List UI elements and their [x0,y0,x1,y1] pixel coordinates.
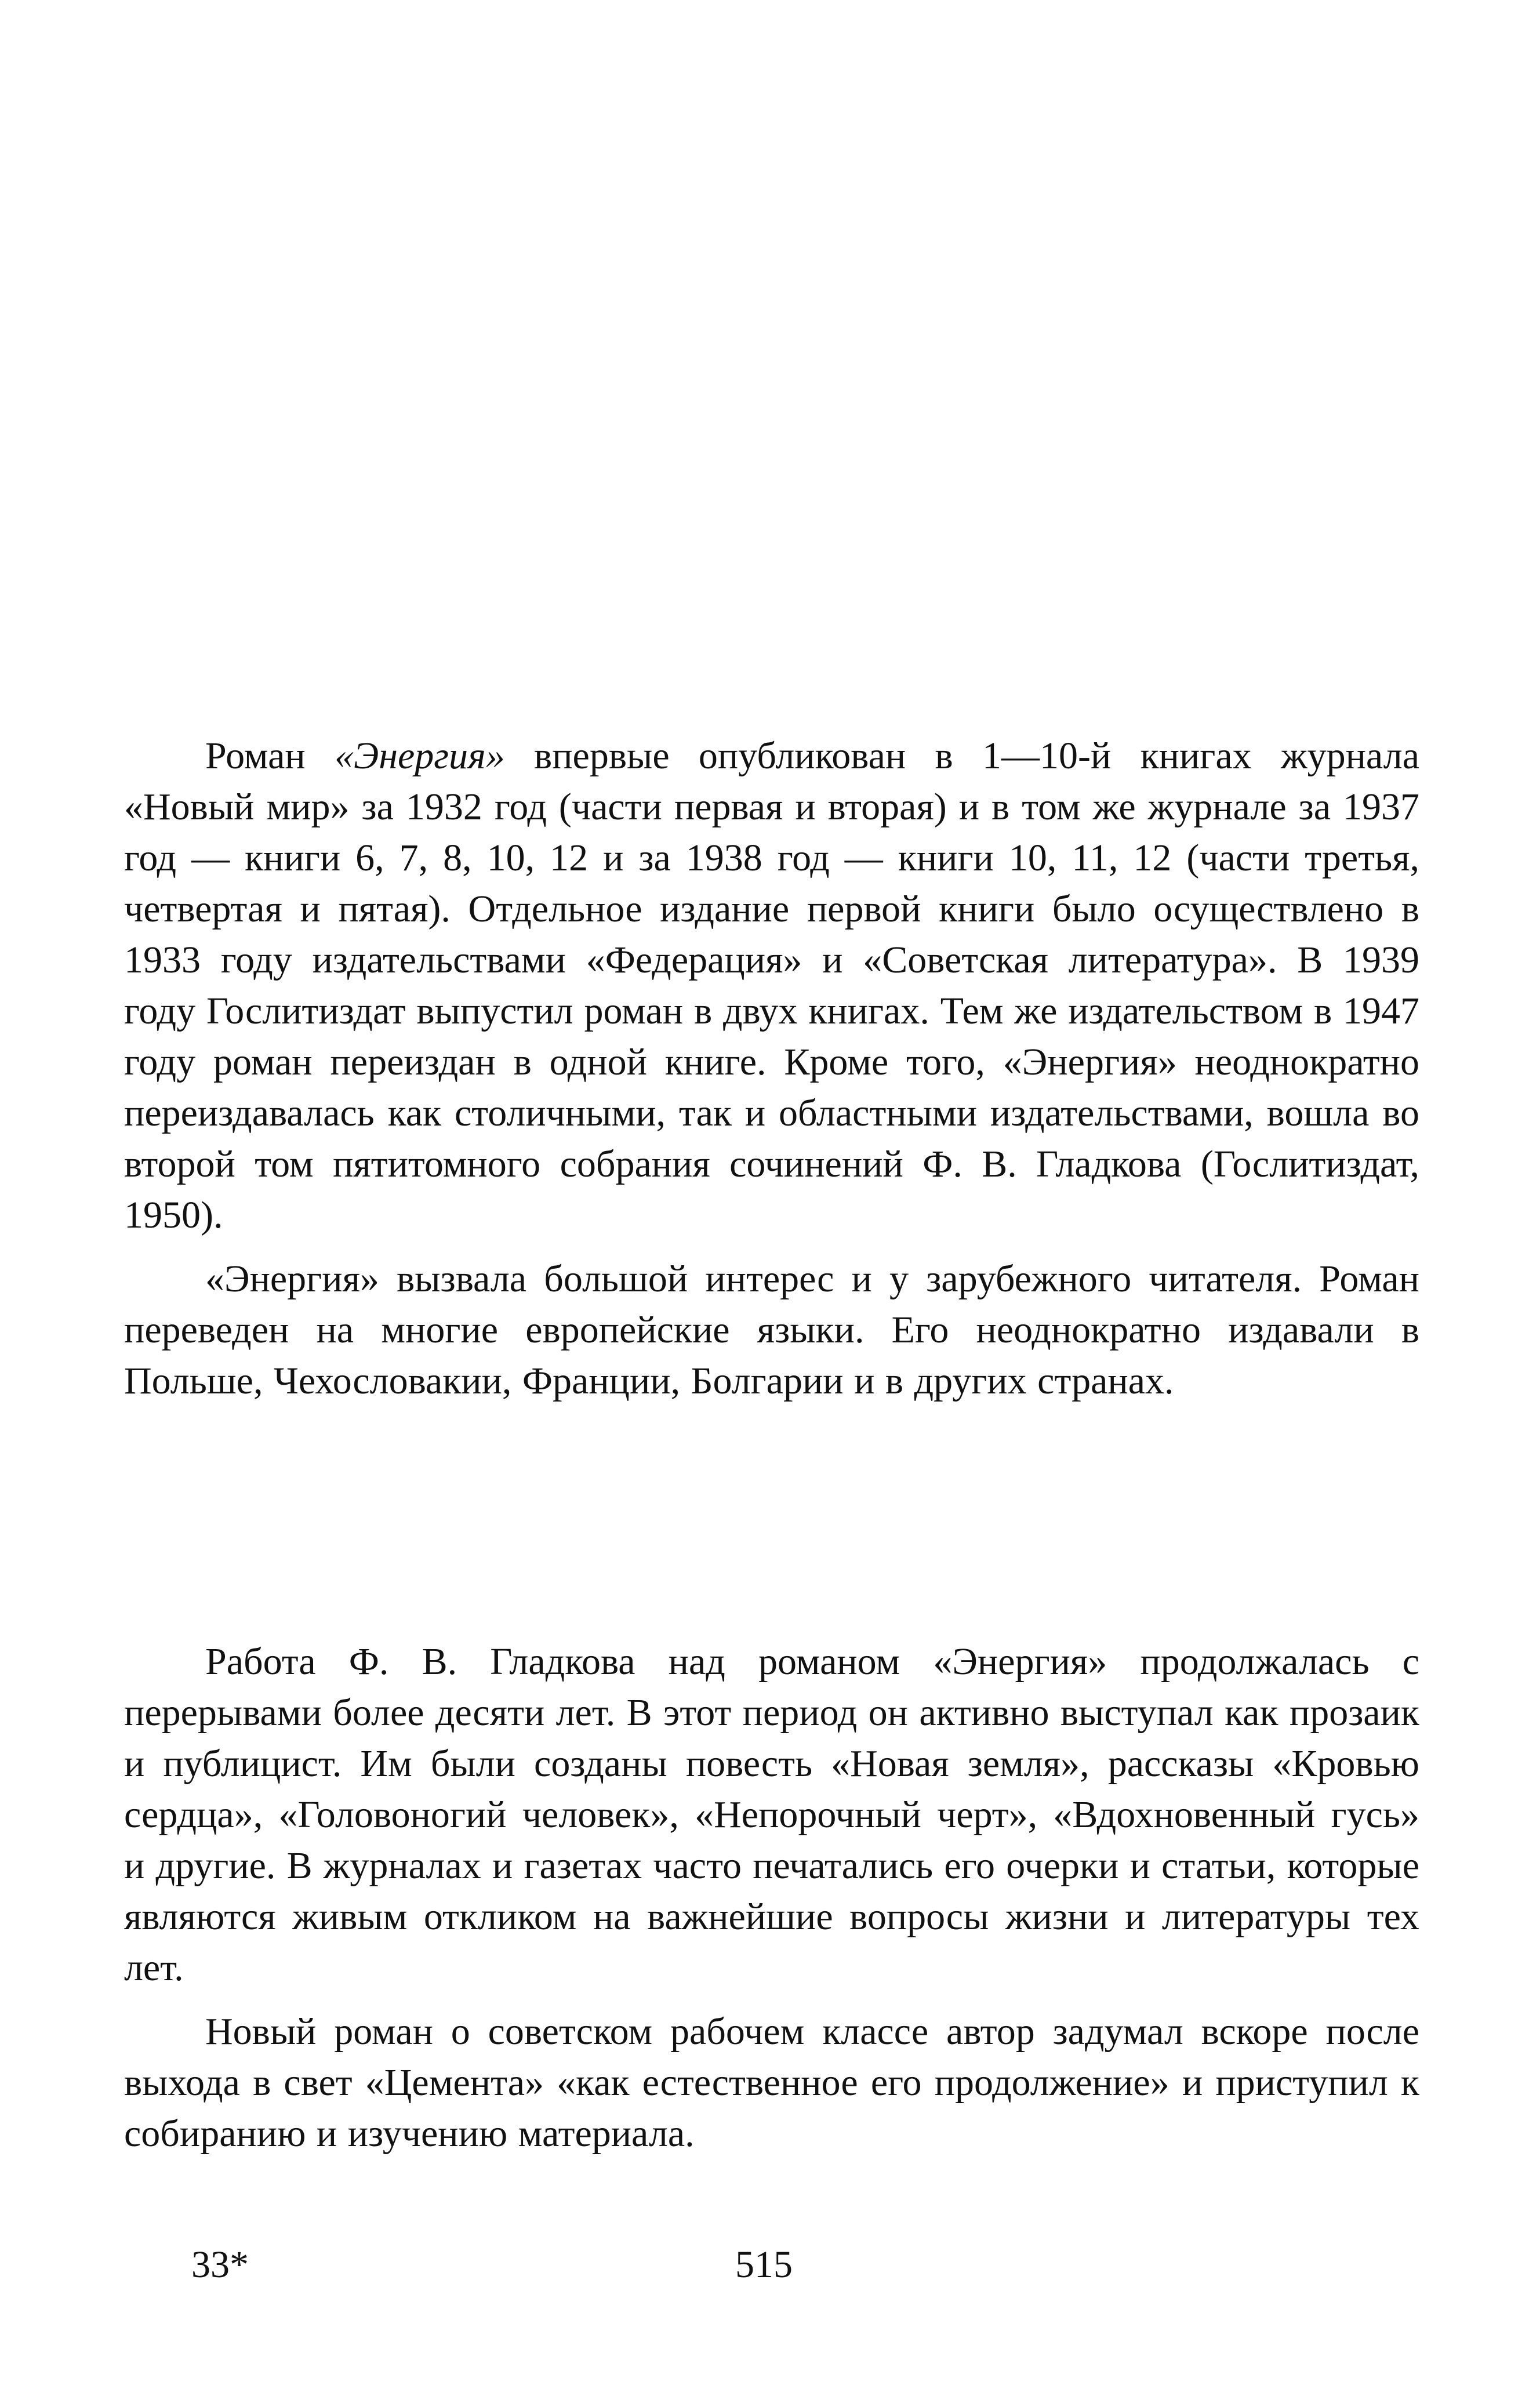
paragraph [124,731,1419,1241]
novel-title-italic: «Энергия» [335,735,505,777]
paragraph: Работа Ф. В. Гладкова над романом «Энергия» продолжалась с перерывами более десяти лет. В этот период он активно выступал как прозаик и публицист. Им были созданы повесть «Новая земля», рассказы «Кровью сердца», «Головоногий человек», «Непорочный черт», «Вдохновенный гусь» и другие. В журналах и газетах часто печатались его очерки и статьи, которые являются живым откликом на важнейшие вопросы жизни и литературы тех лет. [124,1640,1419,1989]
paragraph: «Энергия» вызвала большой интерес и у зарубежного читателя. Роман переведен на многие европейские языки. Его неоднократно издавали в Польше, Чехословакии, Франции, Болгарии и в других странах. [124,1258,1419,1402]
page-number: 515 [735,2243,793,2286]
publication-history-section [124,731,1419,1407]
paragraph-text: впервые опубликован в 1—10-й книгах журнала «Новый мир» за 1932 год (части первая и вторая) и в том же журнале за 1937 год — книги 6, 7, 8, 10, 12 и за 1938 год — книги 10, 11, 12 (части третья, четвертая и пятая). Отдельное издание первой книги было осуществлено в 1933 году издательствами «Федерация» и «Советская литература». В 1939 году Гослитиздат выпустил роман в двух книгах. Тем же издательством в 1947 году роман переиздан в одной книге. Кроме того, «Энергия» неоднократно переиздавалась как столичными, так и областными издательствами, вошла во второй том пятитомного собрания сочинений Ф. В. Гладкова (Гослитиздат, 1950). [124,735,1419,1236]
page-footer [0,2243,1540,2301]
paragraph-lead: Роман [205,735,335,777]
paragraph: Новый роман о советском рабочем классе автор задумал вскоре после выхода в свет «Цемента» «как естественное его продолжение» и приступил к собиранию и изучению материала. [124,2010,1419,2155]
signature-mark: 33* [191,2243,249,2286]
creation-history-section [124,1636,1419,2159]
